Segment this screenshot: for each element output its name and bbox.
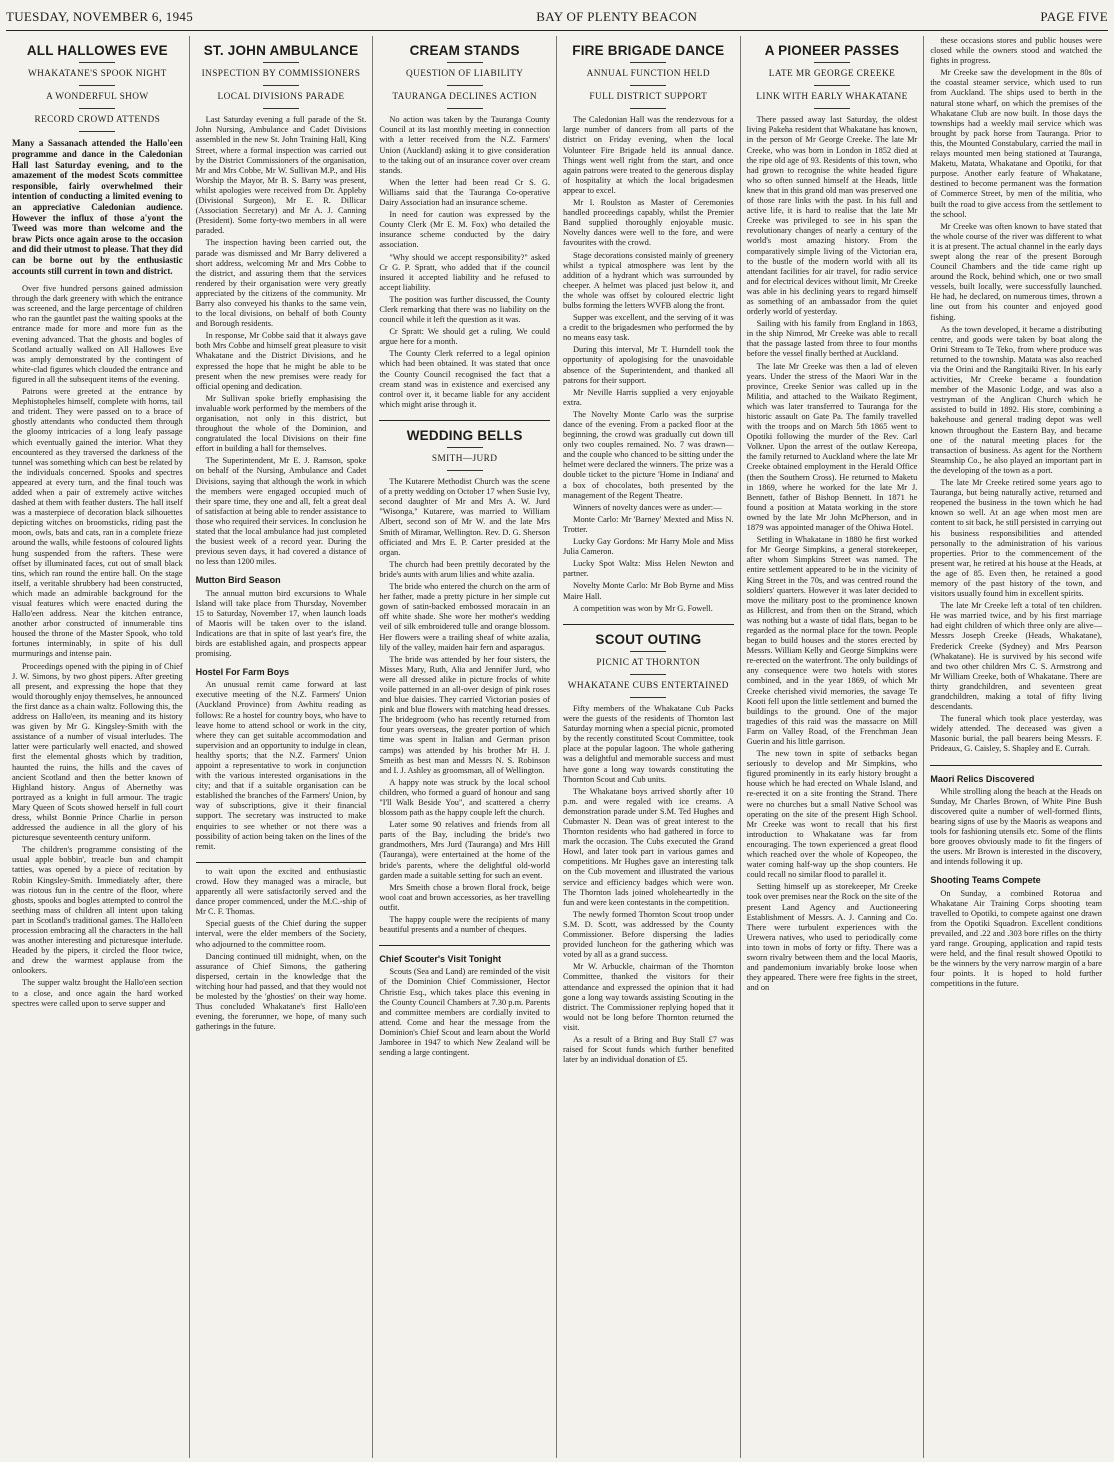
paragraph: Dancing continued till midnight, when, on the assurance of Chief Simons, the gathering dispersed, certain in the knowledge that the witching hour had passed, and that they would not be molested by the 'ghosties' on their way home. Thus concluded Whakatane's first Hallo'een evening, the forerunner, we hope, of many such gatherings in the future. — [195, 951, 367, 1032]
column-1 — [6, 36, 190, 1458]
divider — [930, 765, 1102, 766]
divider — [447, 470, 483, 471]
divider — [814, 108, 850, 109]
paragraph: Special guests of the Chief during the supper interval, were the elder members of the Society, who adjourned to the committee room. — [195, 919, 367, 949]
paragraph: The supper waltz brought the Hallo'een section to a close, and once again the hard worked spectres were called upon to serve supper and — [12, 978, 183, 1008]
divider — [79, 108, 115, 109]
section-title: Mutton Bird Season — [195, 575, 281, 586]
masthead-page-number: PAGE FIVE — [1040, 9, 1108, 24]
paragraph: these occasions stores and public houses were closed while the owners stood and watched the fights in progress. — [930, 36, 1102, 66]
paragraph: The new town in spite of setbacks began seriously to develop and Mr Simpkins, who figured prominently in its early history brought a house which he had erected on Whale Island, and re-erected it on a site fronting the Strand. There were no churches but a small Native School was operating on the site of the present High School. Mr Creeke was wont to recall that his first introduction to Whakatane was far from encouraging. The town experienced a great flood which reached over the whole of Kopeopeo, the water coming half-way up the shop counters. He could recall no similar flood to parallel it. — [746, 749, 918, 880]
paragraph: The Superintendent, Mr E. J. Ramson, spoke on behalf of the Nursing, Ambulance and Cadet Divisions, saying that although the work in which the members were engaged occupied much of their spare time, they one and all, felt a great deal of satisfaction at being able to render assistance to those who required their services. In conclusion he stated that the local ambulance had just completed the busiest week of a record year. During the previous seven days, it had covered a distance of no less than 1200 miles. — [195, 456, 367, 567]
column-3 — [373, 36, 557, 1458]
paragraph: As a result of a Bring and Buy Stall £7 was raised for Scout funds which further benefited later by an individual donation of £5. — [563, 1034, 734, 1065]
divider — [79, 131, 115, 132]
paragraph: The church had been prettily decorated by the bride's aunts with arum lilies and white azalia. — [379, 559, 550, 579]
section-title: Maori Relics Discovered — [930, 773, 1035, 784]
subheading: TAURANGA DECLINES ACTION — [392, 92, 538, 103]
paragraph: Mr Neville Harris supplied a very enjoyable extra. — [563, 387, 734, 407]
paragraph: Mr I. Roulston as Master of Ceremonies handled proceedings capably, whilst the Premier Band supplied thoroughly enjoyable music. Novelty dances were well to the fore, and were favourites with the crowd. — [563, 198, 734, 248]
paragraph: As the town developed, it became a distributing centre, and goods were taken by boat along the Orini Stream to Te Teko, from where produce was returned to the township. Matata was also reached via the Orini and the Rangitaiki River. In his early activities, Mr Creeke became a foundation member of the Masonic Lodge, and was also a vestryman of the Anglican Church which he assisted to build in 1892. His store, combining a bakehouse and general trading depot was well known throughout the Eastern Bay, and became one of the natural meeting places for the transaction of business. As agent for the Northern Steamship Co., he also played an important part in the developing of the town as a port. — [930, 324, 1102, 475]
paragraph: Lucky Gay Gordons: Mr Harry Mole and Miss Julia Cameron. — [563, 537, 734, 557]
subheading: QUESTION OF LIABILITY — [405, 69, 524, 80]
headline-scout-outing: SCOUT OUTING — [595, 631, 702, 647]
subheading: FULL DISTRICT SUPPORT — [589, 92, 708, 103]
paragraph: The annual mutton bird excursions to Whale Island will take place from Thursday, November 15 to Saturday, November 17, when launch loads of Maoris will be taken over to the island. Indications are that in spite of last year's fire, the birds are established again, and prospects appear promising. — [195, 588, 367, 659]
paragraph: Supper was excellent, and the serving of it was a credit to the brigadesmen who performed the by no means easy task. — [563, 313, 734, 343]
paragraph: Mr Creeke was often known to have stated that the whole course of the river was different to what it is at present. The actual channel in the early days swept along the rear of the present Borough Council Chambers and the tide came right up around the Rock, behind which, one or two small vessels, built locally, were successfully launched. He had, he declared, on numerous times, thrown a line out from his counter and enjoyed good fishing. — [930, 221, 1102, 322]
paragraph: Monte Carlo: Mr 'Barney' Mexted and Miss N. Trotter. — [563, 514, 734, 534]
paragraph: Sailing with his family from England in 1863, in the ship Nimrod, Mr Creeke was able to recall that the passage lasted from three to four months before the vessel finally berthed at Auckland. — [746, 319, 918, 359]
divider — [79, 85, 115, 86]
paragraph: "Why should we accept responsibility?" asked Cr G. P. Spratt, who added that if the council insured it accepted liability and he refused to accept liability. — [379, 252, 550, 292]
paragraph: Later some 90 relatives and friends from all parts of the Bay, including the bride's two grandmothers, Mrs Jurd (Tauranga) and Mrs Hill (Tauranga), were entertained at the home of the bride's parents, where the delightful old-world garden made a suitable setting for such an event. — [379, 820, 550, 880]
divider — [79, 62, 115, 63]
section-title: Chief Scouter's Visit Tonight — [379, 954, 502, 965]
paragraph: Mr Sullivan spoke briefly emphasising the invaluable work performed by the members of the organisation, not only in this district, but throughout the whole of the Dominion, and congratulated the local Divisions on their fine effort in building a hall for themselves. — [195, 393, 367, 454]
subheading: WHAKATANE'S SPOOK NIGHT — [27, 69, 167, 80]
paragraph: The County Clerk referred to a legal opinion which had been obtained. It was stated that once the County Council recognised the fact that a cream stand was in existence and exercised any control over it, it became liable for any accident which might arise through it. — [379, 349, 550, 409]
paragraph: When the letter had been read Cr S. G. Williams said that the Tauranga Co-operative Dairy Association had an insurance scheme. — [379, 177, 550, 208]
paragraph: On Sunday, a combined Rotorua and Whakatane Air Training Corps shooting team travelled to Opotiki, to compete against one drawn from the Opotiki Squadron. Excellent conditions prevailed, and .22 and .303 bore rifles on the thirty yard range. Grouping, application and rapid tests were held, and the final result showed Opotiki to be the winners by the very narrow margin of a bare four points. It is hoped to hold further competitions in the future. — [930, 888, 1102, 989]
divider — [379, 945, 550, 946]
newspaper-columns — [6, 36, 1108, 1458]
paragraph: While strolling along the beach at the Heads on Sunday, Mr Charles Brown, of White Pine Bush discovered quite a number of well-formed flints, bearing signs of use by the Maoris as weapons and tools for fashioning utensils etc. Some of the flints bore grooves obviously made to fit the fingers of the users. Mr Brown is interested in the discovery, and intends following it up. — [930, 786, 1102, 867]
headline-all-hallowes-eve: ALL HALLOWES EVE — [26, 43, 168, 58]
paragraph: Mr W. Arbuckle, chairman of the Thornton Committee, thanked the visitors for their attendance and expressed the opinion that it had gone a long way towards assisting Scouting in the district. The Commissioner replying hoped that it would not be long before Thornton returned the visit. — [563, 962, 734, 1032]
paragraph: Over five hundred persons gained admission through the dark greenery with which the entrance was screened, and the large percentage of children who ran the gauntlet past the waiting spooks at the entrance made for more and more fun as the evening advanced. That the ghosts and bogles of Scotland actually walked on All Hallowes Eve was amply demonstrated by the contingent of white-clad figures which clouded the entrance and figured in all the subsequent items of the evening. — [12, 284, 183, 384]
subheading: PICNIC AT THORNTON — [596, 657, 701, 668]
headline-st-john-ambulance: ST. JOHN AMBULANCE — [203, 43, 359, 58]
paragraph: The late Mr Creeke was then a lad of eleven years. Under the stress of the Maori War in the province, Creeke Senior was called up in the Militia, and attached to the Waikato Regiment, which was later transferred to Tauranga for the historic assault on Gate Pa. The family travelled with the troops and on March 5th 1865 went to Opotiki following the murder of the Rev. Carl Volkner. Upon the arrest of the outlaw Kereopa, the family returned to Auckland where the late Mr Creeke obtained employment in the Herald Office (then the Southern Cross). He returned to Maketu in 1869, where he worked for the late Mr J. Bennett, father of Bishop Bennett. In 1871 he found a position at Matata working in the store owned by the late Mr John McPherson, and in 1879 was appointed manager of the Ohiwa Hotel. — [746, 361, 918, 533]
column-2 — [190, 36, 374, 1458]
paragraph: In response, Mr Cobbe said that it always gave both Mrs Cobbe and himself great pleasure to visit Whakatane and the District Divisions, and he expressed the hope that he might be able to be present when the new premises were ready for official opening and dedication. — [195, 331, 367, 391]
paragraph: The newly formed Thornton Scout troop under S.M. D. Scott, was addressed by the County Commissioner. Before dispersing the ladies provided luncheon for the gathering which was voted by all as a grand success. — [563, 909, 734, 960]
divider — [447, 62, 483, 63]
paragraph: The children's programme consisting of the usual apple bobbin', treacle bun and champit tatties, was opened by a piece of recitation by Robin Kingsley-Smith. Immediately after, there was riotous fun in the centre of the floor, where ghosts, spooks and bogles attempted to control the seething mass of children all intent upon taking part in Scotland's traditional games. The Hallo'een procession embracing all the characters in the hall was another interesting and picturesque interlude. Headed by the pipers, it circled the floor twice, and drew the warmest applause from the onlookers. — [12, 845, 183, 976]
section-title: Shooting Teams Compete — [930, 875, 1041, 886]
paragraph: During this interval, Mr T. Hurndell took the opportunity of apologising for the unavoidable absence of the Superintendent, and thanked all patrons for their support. — [563, 345, 734, 385]
paragraph: The Whakatane boys arrived shortly after 10 p.m. and were regaled with ice creams. A demonstration parade under S.M. Ted Hughes and Cubmaster N. Dean was of great interest to the Thornton residents who had gathered in force to mark the occasion. The Cubs executed the Grand Howl, and later took part in various games and competitions. Mr Hughes gave an interesting talk on the Cub movement and illustrated the various service and efficiency badges which were won. The Thornton lads joined wholeheartedly in the fun and were keen contestants in the competition. — [563, 786, 734, 907]
paragraph: Winners of novelty dances were as under:— — [573, 502, 722, 512]
divider — [630, 651, 666, 652]
masthead-date: TUESDAY, NOVEMBER 6, 1945 — [6, 9, 193, 24]
paragraph: The Caledonian Hall was the rendezvous for a large number of dancers from all parts of the district on Friday evening, when the local Volunteer Fire Brigade held its annual dance. Things went well right from the start, and once again patrons were treated to the generous display of hospitality at which the local brigadesmen appear to excel. — [563, 115, 734, 195]
paragraph: The Kutarere Methodist Church was the scene of a pretty wedding on October 17 when Susie Ivy, second daughter of Mr and Mrs A. W. Jurd "Wisonga," Kutarere, was married to William Albert, second son of Mr W. and the late Mrs Smith of Miramar, Wellington. Rev. D. G. Sherson officiated and Mrs E. P. Carter presided at the organ. — [379, 477, 550, 557]
subheading: A WONDERFUL SHOW — [46, 92, 149, 103]
headline-fire-brigade-dance: FIRE BRIGADE DANCE — [572, 43, 725, 58]
paragraph: The happy couple were the recipients of many beautiful presents and a number of cheques. — [379, 915, 550, 935]
paragraph: Novelty Monte Carlo: Mr Bob Byrne and Miss Maire Hall. — [563, 581, 734, 601]
section-title: Hostel For Farm Boys — [195, 667, 290, 678]
paragraph: Stage decorations consisted mainly of greenery whilst a typical atmosphere was lent by the addition of a hydrant which was surrounded by cheeper. A helmet was placed just below it, and the whole was offset by coloured electric light bulbs forming the letters WVFB along the front. — [563, 250, 734, 310]
subheading: LINK WITH EARLY WHAKATANE — [756, 92, 908, 103]
divider — [630, 62, 666, 63]
paragraph: Fifty members of the Whakatane Cub Packs were the guests of the residents of Thornton last Saturday morning when a special picnic, promoted by the recently constituted Scout Committee, took place at the popular lagoon. The whole gathering was a delightful and memorable success and must have gone a long way towards constituting the Thornton Scout and Cub units. — [563, 703, 734, 784]
paragraph: Settling in Whakatane in 1880 he first worked for Mr George Simpkins, a general storekeeper, after whom Simpkins Street was named. The entire settlement appeared to be in the vicinity of King Street in the 70s, and was centred round the soldiers' quarters. However it was later decided to move the military post to the prominence known as Hillcrest, and from then on the Strand, which was nothing but a waste of tidal flats, began to be regarded as the normal place for the town. People began to build houses and the stores erected by Messrs. William Kelly and George Simpkins were re-erected on the waterfront. The only buildings of any consequence were two hotels with stores combined, and in the year 1869, of which Mr Creeke cherished vivid memories, the savage Te Kooti fell upon the little settlement and burned the buildings to the ground. One of the major tragedies of this raid was the massacre on Mill Farm on Valley Road, of the Frenchman Jean Guerin and his little garrison. — [746, 535, 918, 746]
article-lead: Many a Sassanach attended the Hallo'een programme and dance in the Caledonian Hall last Saturday evening, and to the amazement of the modest Scots committee responsible, fairly overwhelmed their intention of conducting a limited evening to an appreciative Caledonian audience. However the influx of those a'yont the Tweed was more than welcome and the braw Picts once again arose to the occasion and did their utmost to please. That they did can be borne out by the enthusiastic accounts still current in town and district. — [12, 138, 183, 276]
subheading: RECORD CROWD ATTENDS — [34, 115, 161, 126]
paragraph: The inspection having been carried out, the parade was dismissed and Mr Barry delivered a short address, welcoming Mr and Mrs Cobbe to the district, and assuring them that the services rendered by their organisation were very greatly appreciated by the citizens of the community. Mr Barry also conveyed his thanks to the same vein, to the local divisions, on behalf of both County and Borough residents. — [195, 238, 367, 329]
column-5 — [741, 36, 925, 1458]
masthead — [6, 6, 1108, 28]
subheading: WHAKATANE CUBS ENTERTAINED — [567, 680, 729, 691]
paragraph: The Novelty Monte Carlo was the surprise dance of the evening. From a packed floor at the beginning, the crowd was gradually cut down till only two couples remained. No. 7 was drawn—and the couple who chanced to be sitting under the helmet were declared the winners. The prize was a double ticket to the picture 'Home in Indiana' and a box of chocolates, both presented by the management of the Regent Theatre. — [563, 409, 734, 500]
column-4 — [557, 36, 741, 1458]
paragraph: Scouts (Sea and Land) are reminded of the visit of the Dominion Chief Commissioner, Hector Christie Esq., which takes place this evening in the County Council Chambers at 7.30 p.m. Parents and committee members are cordially invited to attend. Come and hear the message from the Dominion's Chief Scout and learn about the World Jamboree in 1947 to which New Zealand will be sending a large contingent. — [379, 967, 550, 1058]
paragraph: Proceedings opened with the piping in of Chief J. W. Simons, by two ghost pipers. After greeting all present, and expressing the hope that they would thoroughly enjoy themselves, he announced the first dance as a chain waltz. Following this, the address on Hallo'een, its meaning and its history was given by Mr G. Kingsley-Smith with the assistance of a number of visual interludes. The latter were particularly well enacted, and showed first the elemental ghosts which by tradition, haunted the ruins, the hills and the caves of ancient Scotland and then the better known of Highland history. Angus of Abernethy was portrayed as a knight in full armour. The tragic Mary Queen of Scots showed herself in full court dress, whilst Bonnie Prince Charlie in person addressed the audience in all the glory of his picturesque seventeenth century uniform. — [12, 661, 183, 843]
paragraph: Lucky Spot Waltz: Miss Helen Newton and partner. — [563, 559, 734, 579]
divider — [630, 85, 666, 86]
paragraph: There passed away last Saturday, the oldest living Pakeha resident that Whakatane has known, in the person of Mr George Creeke. The late Mr Creeke, who was born in London in 1852 died at the ripe old age of 93. Residents of this town, who had grown to recognise the white headed figure who so often sunned himself at the Heads, little knew that in this grand old man was preserved one of those rare links with the past. In his full and active life, it is hard to realise that the late Mr Creeke was privileged to see in his span the revolutionary changes of nearly a century of the world's most amazing history. From the comparatively simple living of the Victorian era, to the bustle of the modern world with all its attendant facilities for air travel, for radio service and for electrical devices without limit, Mr Creeke was able in his declining years to regard himself as something of an ambassador from the quiet orderly world of yesterday. — [746, 115, 918, 317]
paragraph: In need for caution was expressed by the County Clerk (Mr E. M. Fox) who detailed the insurance scheme conducted by the dairy association. — [379, 210, 550, 250]
paragraph: A competition was won by Mr G. Fowell. — [573, 603, 713, 613]
column-6 — [924, 36, 1108, 1458]
divider — [263, 85, 299, 86]
paragraph: A happy note was struck by the local school children, who formed a guard of honour and sang "I'll Walk Beside You", and scattered a cherry blossom path as the happy couple left the church. — [379, 777, 550, 818]
divider — [447, 447, 483, 448]
divider — [263, 108, 299, 109]
subheading: INSPECTION BY COMMISSIONERS — [201, 69, 361, 80]
divider — [814, 62, 850, 63]
paragraph: to wait upon the excited and enthusiastic crowd. How they managed was a miracle, but apparently all were satisfactorily served and the dance proper commenced, under the M.C.-ship of Mr C. F. Thomas. — [195, 866, 367, 917]
divider — [630, 108, 666, 109]
paragraph: No action was taken by the Tauranga County Council at its last monthly meeting in connection with a letter received from the N.Z. Farmers' Union (Auckland) asking it to give consideration to the taking out of an insurance cover over cream stands. — [379, 115, 550, 175]
divider — [196, 862, 367, 863]
divider — [630, 697, 666, 698]
headline-wedding-bells: WEDDING BELLS — [406, 427, 523, 443]
divider — [379, 420, 550, 421]
paragraph: The position was further discussed, the County Clerk remarking that there was no liability on the council while it left the question as it was. — [379, 294, 550, 325]
subheading: LATE MR GEORGE CREEKE — [768, 69, 896, 80]
headline-a-pioneer-passes: A PIONEER PASSES — [764, 43, 900, 58]
divider — [447, 108, 483, 109]
divider — [563, 624, 734, 625]
subheading: ANNUAL FUNCTION HELD — [586, 69, 710, 80]
paragraph: An unusual remit came forward at last executive meeting of the N.Z. Farmers' Union (Auckland Province) from Awhitu reading as follows: Re a hostel for country boys, who have to leave home to attend school or work in the city, where they can get suitable accommodation and supervision and an opportunity to indulge in clean, healthy sports; that the N.Z. Farmers' Union appoint a representative to work in conjunction with the various interested organisations in the city; and that if a suitable organisation can be established the branches of the Farmers' Union, by way of subscriptions, give it their financial support. The secretary was instructed to make enquiries to see whether or not there was a possibility of action being taken on the lines of the remit. — [195, 680, 367, 851]
paragraph: Last Saturday evening a full parade of the St. John Nursing, Ambulance and Cadet Divisions assembled in the new St. John Training Hall, King Street, where a formal inspection was carried out by the District Commissioners of the organisation, Mr and Mrs Cobbe, Mr W. Sullivan M.P., and His Worship the Mayor, Mr B. S. Barry was present, whilst apologies were received from Dr. Appleby (Divisional Surgeon), Mr E. R. Dillicar (Association Secretary) and Mr A. J. Canning (President). Some forty-two members in all were paraded. — [195, 115, 367, 236]
divider — [814, 85, 850, 86]
paragraph: Setting himself up as storekeeper, Mr Creeke took over premises near the Rock on the site of the present Land Agency and Auctioneering Establishment of Messrs. A. J. Canning and Co. There were turbulent experiences with the Urewera natives, who used to periodically come into town in mobs of forty or fifty. There was a sworn rivalry between them and the local Maoris, and pandemonium invariably broke loose when they appeared. There were free fights in the street, and on — [746, 882, 918, 993]
subheading: SMITH—JURD — [431, 454, 498, 464]
paragraph: Patrons were greeted at the entrance by Mephistopheles himself, complete with horns, tail and trident. They were passed on to a brace of ghostly attendants who conducted them through the gloomy intricacies of a long leafy passage which eventually gained the interior. What they encountered as they traversed the darkness of the tunnel was something which can best be related by the individuals concerned. Spooks and spectres appeared at every turn, and the final touch was added when a pair of extremely active witches dashed at them with feather dusters. The hall itself was a masterpiece of decoration black silhouettes depicting witches on broomsticks, riding past the moon, owls, bats and cats, ran in a complete frieze around the walls, while festoons of coloured lights hung suspended from the rafters. These were offset by illuminated faces, cut out of small black tins, which ran round the entire hall. On the stage itself, a veritable shrubbery had been constructed, which made an admirable background for the visual features which were enacted during the Hallo'een address. Near the kitchen entrance, another arbor constructed of innumerable tins housed the throne of the Master Spook, who told fortunes interminably, in spite of his dull murmurings and intense pain. — [12, 387, 183, 659]
paragraph: Cr Spratt: We should get a ruling. We could argue here for a month. — [379, 327, 550, 347]
divider — [447, 85, 483, 86]
masthead-paper-name: BAY OF PLENTY BEACON — [536, 9, 698, 24]
masthead-rule — [6, 30, 1108, 31]
divider — [630, 674, 666, 675]
paragraph: The late Mr Creeke left a total of ten children. He was married twice, and by his first marriage had eight children of which three only are alive—Messrs Joseph Creeke (Heads, Whakatane), Frederick Creeke (Sydney) and Mrs Pearson (Whakatane). He is survived by his second wife and two other children Mrs C. S. Armstrong and Mr William Creeke, both of Whakatane. There are thirty grandchildren, and seventeen great grandchildren, making a total of fifty living descendants. — [930, 601, 1102, 712]
paragraph: Mr Creeke saw the development in the 80s of the coastal steamer service, which used to run from Auckland. The ships used to berth in the natural stone wharf, on which the premises of the Whakatane Club are now built. In those days the townships had a weekly mail service which was brought by pack horse from Tauranga. Prior to this, the Mounted Constabulary, carried the mail in relays mounted men being stationed at Tauranga, Maketu, Matata, Whakatane and Opotiki, for that purpose. Another early feature of Whakatane, destined to become permanent was the formation of Commerce Street, by men of the militia, who built the road to give access from the settlement to the school. — [930, 68, 1102, 219]
subheading: LOCAL DIVISIONS PARADE — [217, 92, 345, 103]
divider — [263, 62, 299, 63]
paragraph: Mrs Smeith chose a brown floral frock, beige wool coat and brown accessories, as her travelling outfit. — [379, 882, 550, 912]
paragraph: The late Mr Creeke retired some years ago to Tauranga, but being naturally active, returned and reopened the business in the town which he had known so well. At an age when most men are content to sit back, he still persisted in carrying out his business responsibilities and attended personally to the administration of his various properties. Prior to the commencement of the present war, he retired at his house at the Heads, at the age of 85. Even then, he retained a good memory of the past history of the town, and visitors usually found him in excellent spirits. — [930, 478, 1102, 599]
headline-cream-stands: CREAM STANDS — [409, 43, 520, 58]
paragraph: The bride who entered the church on the arm of her father, made a pretty picture in her simple cut gown of satin-backed embossed moracain in an off white shade. She wore her mother's wedding veil of silk embroidered tulle and orange blossom. Her flowers were a trailing sheaf of white azalia, lily of the valley, maiden hair fern and asparagus. — [379, 582, 550, 652]
paragraph: The bride was attended by her four sisters, the Misses Mary, Ruth, Alia and Jennifer Jurd, who were all dressed alike in picture frocks of white voile patterned in an all-over design of pink roses and blue daisies. They carried Victorian posies of pink and blue flowers with matching head dresses. The bridegroom (who has recently returned from four years overseas, the greater portion of which time was spent in Italian and German prison camps) was attended by his brother Mr H. J. Smeith as best man and Messrs N. S. Robinson and I. J. Ashley as groomsman, all of Wellington. — [379, 654, 550, 775]
paragraph: The funeral which took place yesterday, was widely attended. The deceased was given a Masonic burial, the pall bearers being Messrs. F. Prideaux, G. Caisley, S. Shapley and E. Currah. — [930, 714, 1102, 754]
